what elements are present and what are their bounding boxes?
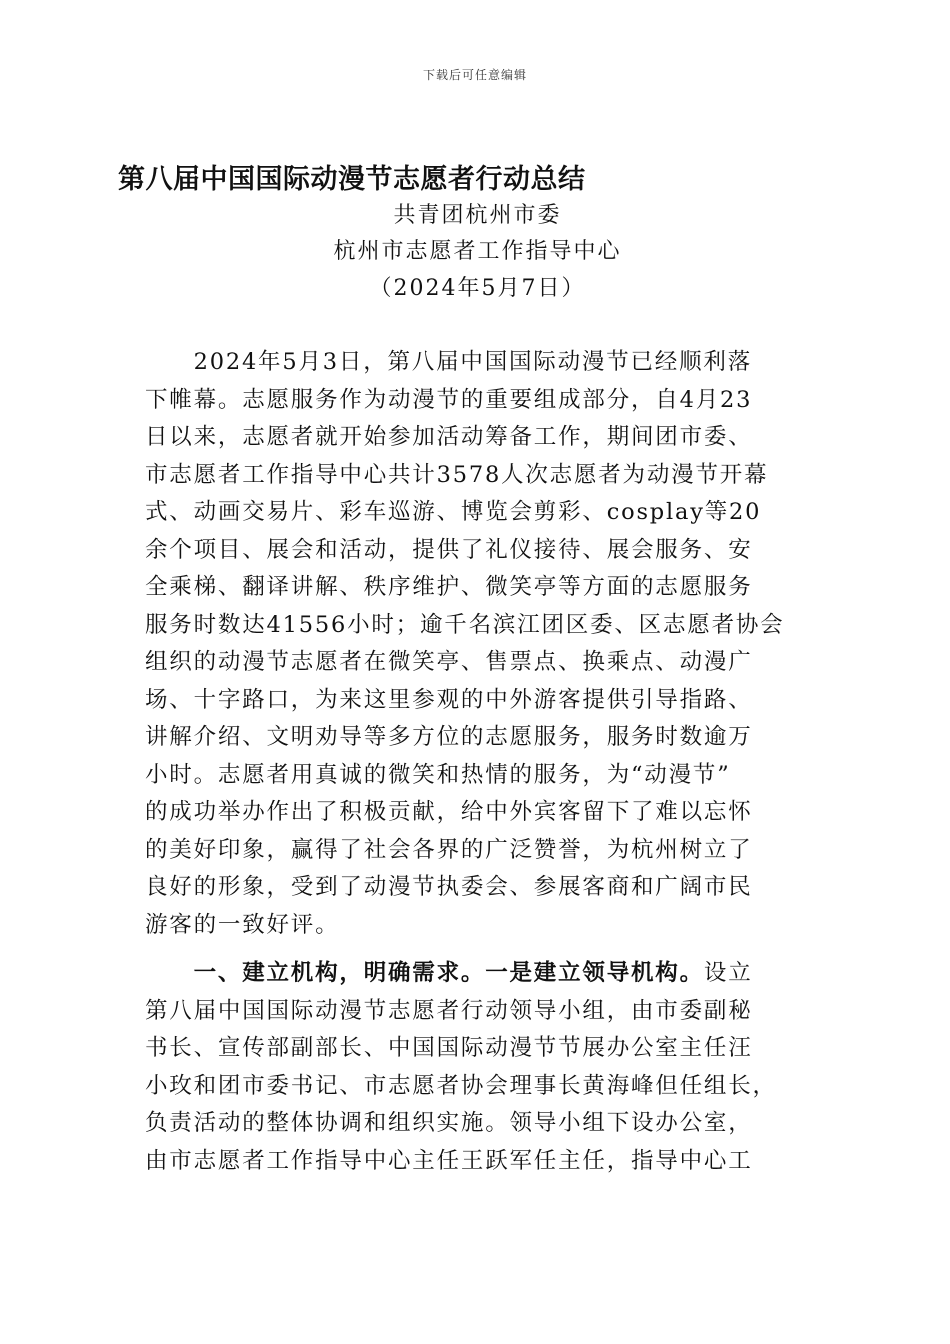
text-line: 小玫和团市委书记、市志愿者协会理事长黄海峰但任组长， (145, 1072, 777, 1099)
text-line: 游客的一致好评。 (145, 911, 340, 938)
document-title: 第八届中国国际动漫节志愿者行动总结 (118, 164, 586, 195)
text-line: 全乘梯、翻译讲解、秩序维护、微笑亭等方面的志愿服务 (145, 574, 753, 600)
paragraph-summary (145, 344, 825, 944)
text-line: 的成功举办作出了积极贡献，给中外宾客留下了难以忘怀 (145, 799, 753, 825)
text-line: 2024年5月3日，第八届中国国际动漫节已经顺利落 (145, 349, 752, 375)
section-heading: 一、建立机构，明确需求。一是建立领导机构。 (145, 960, 704, 986)
text-line: 余个项目、展会和活动，提供了礼仪接待、展会服务、安 (145, 536, 753, 563)
text-line: 下帷幕。志愿服务作为动漫节的重要组成部分，自4月23 (145, 386, 753, 413)
text-line: 式、动画交易片、彩车巡游、博览会剪彩、cosplay等20 (145, 499, 762, 525)
text-line: 负责活动的整体协调和组织实施。领导小组下设办公室， (145, 1110, 753, 1136)
issuer-org-line-2: 杭州市志愿者工作指导中心 (333, 239, 622, 264)
issuer-org-line-1: 共青团杭州市委 (393, 203, 562, 228)
paragraph-section-one (145, 955, 825, 1180)
text-line: 日以来，志愿者就开始参加活动筹备工作，期间团市委、 (145, 424, 753, 450)
section-heading-line (145, 955, 825, 993)
text-line: 由市志愿者工作指导中心主任王跃军任主任，指导中心工 (145, 1147, 753, 1174)
text-line: 良好的形象，受到了动漫节执委会、参展客商和广阔市民 (145, 874, 753, 900)
text-line: 书长、宣传部副部长、中国国际动漫节节展办公室主任汪 (145, 1035, 753, 1061)
text-line: 场、十字路口，为来这里参观的中外游客提供引导指路、 (145, 686, 753, 713)
text-line: 讲解介绍、文明劝导等多方位的志愿服务，服务时数逾万 (145, 724, 753, 750)
text-line: 第八届中国国际动漫节志愿者行动领导小组，由市委副秘 (145, 997, 753, 1024)
text-line: 组织的动漫节志愿者在微笑亭、售票点、换乘点、动漫广 (145, 649, 753, 675)
section-heading-continuation: 设立 (703, 960, 753, 986)
text-line: 市志愿者工作指导中心共计3578人次志愿者为动漫节开幕 (145, 461, 769, 488)
text-line: 服务时数达41556小时；逾千名滨江团区委、区志愿者协会 (145, 611, 785, 638)
text-line: 的美好印象，赢得了社会各界的广泛赞誉，为杭州树立了 (145, 836, 753, 863)
document-date: （2024年5月7日） (369, 276, 586, 301)
text-line: 小时。志愿者用真诚的微笑和热情的服务，为“动漫节” (145, 761, 731, 788)
header-note: 下载后可任意编辑 (422, 68, 527, 82)
